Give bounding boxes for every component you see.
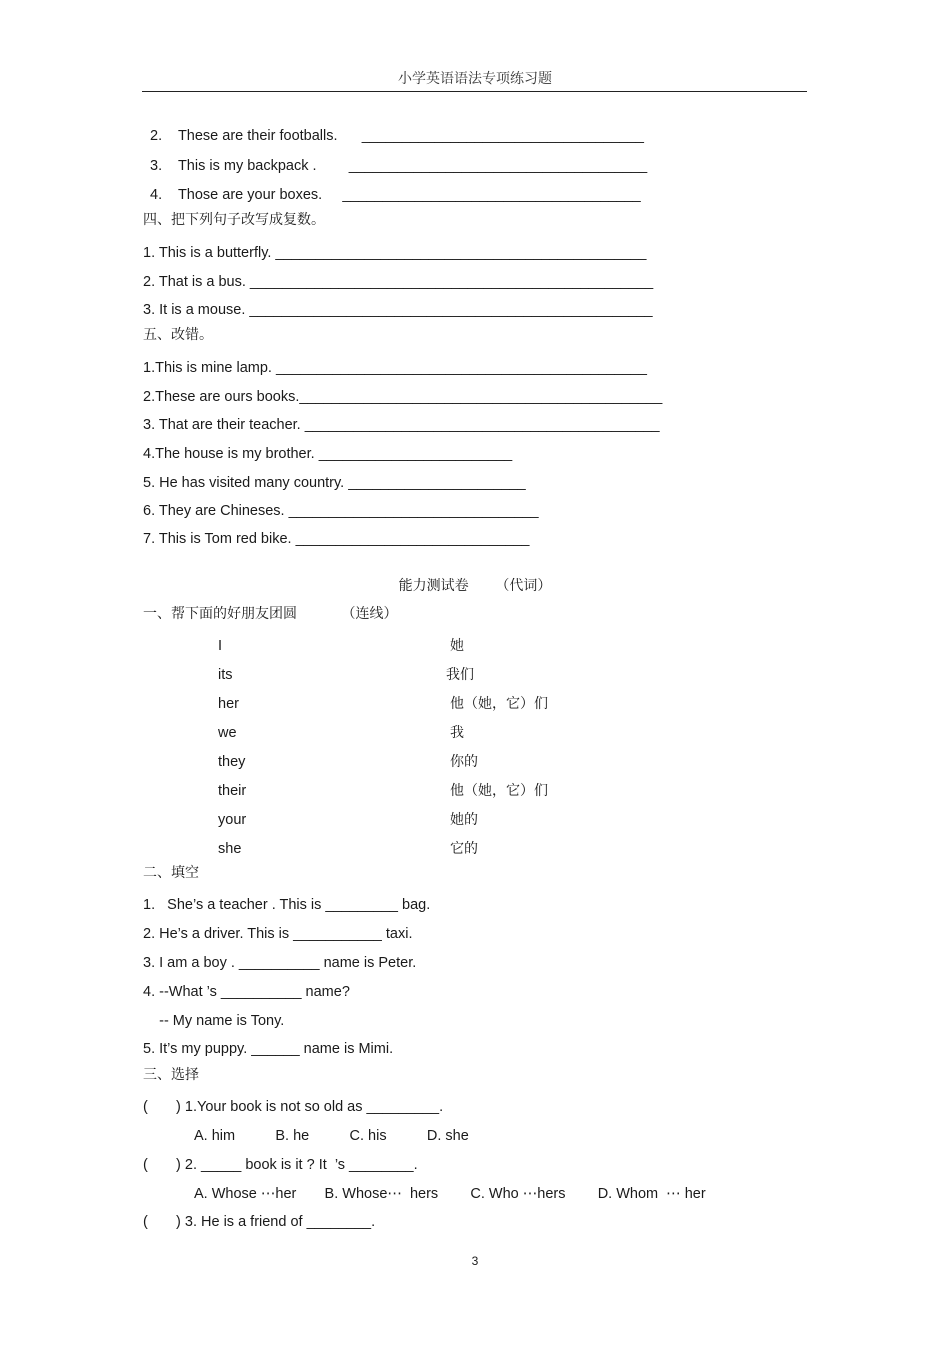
choice-question: ( ) 2. _____ book is it ? It ’s ________.	[143, 1157, 418, 1173]
fill-item: 4. --What ’s __________ name?	[143, 984, 350, 1000]
match-right-item: 她	[450, 638, 464, 654]
header-title: 小学英语语法专项练习题	[398, 71, 552, 87]
page-number: 3	[471, 1254, 479, 1268]
sentence-item: 3. That are their teacher. ____________________________________________	[143, 417, 660, 433]
fill-item: 5. It’s my puppy. ______ name is Mimi.	[143, 1041, 394, 1057]
sentence-item: 3. It is a mouse. __________________________________________________	[143, 302, 653, 318]
choice-question: ( ) 3. He is a friend of ________.	[143, 1214, 376, 1230]
sentence-item: 4. Those are your boxes. _____________________________________	[150, 187, 641, 203]
sentence-item: 1.This is mine lamp. ______________________________________________	[143, 360, 647, 376]
match-right-item: 他（她，它）们	[450, 783, 548, 799]
match-right-item: 他（她，它）们	[450, 696, 548, 712]
sentence-item: 7. This is Tom red bike. _____________________________	[143, 531, 530, 547]
fill-item: 1. She’s a teacher . This is _________ bag.	[143, 897, 431, 913]
fill-item: 2. He’s a driver. This is ___________ taxi.	[143, 926, 413, 942]
choice-options: A. Whose ⋯her B. Whose⋯ hers C. Who ⋯hers D. Whom ⋯ her	[194, 1186, 706, 1202]
match-right-item: 她的	[450, 812, 478, 828]
match-left-item: your	[218, 812, 247, 828]
match-left-item: she	[218, 841, 242, 857]
match-right-item: 它的	[450, 841, 478, 857]
match-left-item: I	[218, 638, 223, 654]
match-right-item: 你的	[450, 754, 478, 770]
test-title: 能力测试卷 （代词）	[398, 578, 552, 594]
sentence-item: 4.The house is my brother. ________________________	[143, 446, 513, 462]
sentence-item: 2.These are ours books._____________________________________________	[143, 389, 663, 405]
choice-options: A. him B. he C. his D. she	[194, 1128, 469, 1144]
choice-question: ( ) 1.Your book is not so old as _________.	[143, 1099, 444, 1115]
sentence-item: 6. They are Chineses. _______________________________	[143, 503, 539, 519]
sentence-item: 2. These are their footballs. ___________________________________	[150, 128, 644, 144]
match-left-item: they	[218, 754, 246, 770]
fill-item: 3. I am a boy . __________ name is Peter.	[143, 955, 417, 971]
match-right-item: 我们	[446, 667, 474, 683]
sentence-item: 2. That is a bus. __________________________________________________	[143, 274, 654, 290]
match-left-item: we	[218, 725, 237, 741]
sentence-item: 3. This is my backpack . _____________________________________	[150, 158, 648, 174]
header-rule	[142, 91, 807, 92]
sentence-item: 1. This is a butterfly. ______________________________________________	[143, 245, 647, 261]
fill-item: -- My name is Tony.	[143, 1013, 285, 1029]
match-left-item: their	[218, 783, 247, 799]
section-heading: 五、改错。	[143, 327, 213, 343]
sentence-item: 5. He has visited many country. ______________________	[143, 475, 526, 491]
section-heading: 四、把下列句子改写成复数。	[143, 212, 325, 228]
match-left-item: its	[218, 667, 233, 683]
section-heading: 一、帮下面的好朋友团圆 （连线）	[143, 606, 398, 622]
match-left-item: her	[218, 696, 239, 712]
match-right-item: 我	[450, 725, 464, 741]
section-heading: 三、选择	[143, 1067, 199, 1083]
section-heading: 二、填空	[143, 865, 199, 881]
